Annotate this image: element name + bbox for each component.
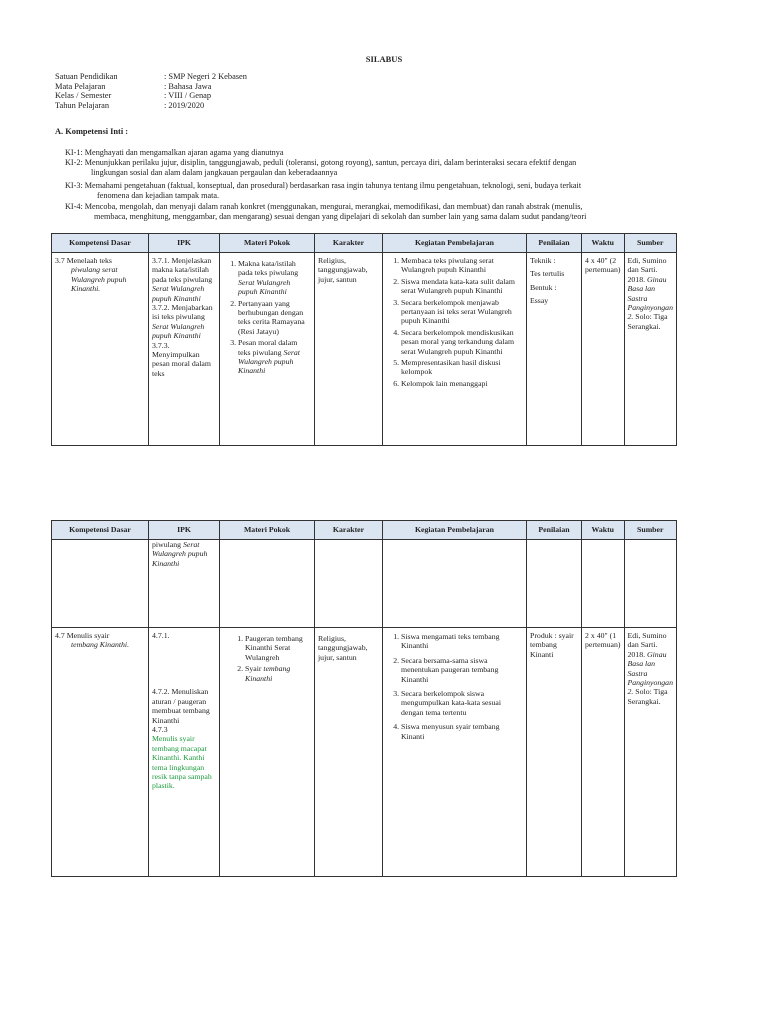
header-kegiatan: Kegiatan Pembelajaran <box>383 234 527 253</box>
ki-1: KI-1: Menghayati dan mengamalkan ajaran agama yang dianutnya <box>65 148 284 157</box>
waktu-text: 2 x 40" (1 pertemuan) <box>585 631 621 650</box>
meta-row <box>55 72 247 82</box>
table-row <box>52 253 677 446</box>
materi-item: 2. Pertanyaan yang berhubungan dengan teks cerita Ramayana (Resi Jatayu) <box>238 299 311 337</box>
meta-key: Satuan Pendidikan <box>55 72 118 81</box>
meta-value: : VIII / Genap <box>164 91 212 100</box>
table-row <box>52 540 677 628</box>
sumber-title: Ginau Basa lan Sastra Panginyongan 2. <box>627 649 673 697</box>
sumber-text: Solo: Tiga Serangkai. <box>627 312 668 331</box>
ki-2-line-2: lingkungan sosial dan alam dalam jangkauan pergaulan dan keberadaannya <box>91 167 338 177</box>
sumber-text: Solo: Tiga Serangkai. <box>627 687 668 706</box>
kegiatan-cell <box>383 628 527 877</box>
kegiatan-item: 4. Siswa menyusun syair tembang Kinanti <box>401 722 523 741</box>
materi-item: 3. Pesan moral dalam teks piwulang Serat Wulangreh pupuh Kinanthi <box>238 338 311 376</box>
header-materi: Materi Pokok <box>220 521 315 540</box>
kd-text: 4.7 Menulis syair <box>55 631 110 640</box>
meta-value: : SMP Negeri 2 Kebasen <box>164 72 247 81</box>
identity-block <box>55 72 247 110</box>
sumber-text: Edi, Sumino dan Sarti. 2018. <box>627 256 667 284</box>
header-ipk: IPK <box>149 234 220 253</box>
meta-key: Mata Pelajaran <box>55 81 106 91</box>
penilaian-text: Tes tertulis <box>530 269 565 279</box>
section-heading: A. Kompetensi Inti : <box>55 127 129 136</box>
ki-3-line-1: KI-3: Memahami pengetahuan (faktual, konseptual, dan prosedural) berdasarkan rasa ingin tahunya tentang ilmu pengetahuan, teknologi, seni, budaya terkait <box>65 181 582 190</box>
ipk-cell <box>149 540 220 628</box>
materi-cell <box>220 540 315 628</box>
ki-2 <box>65 158 715 177</box>
ipk-item: 4.7.1. <box>152 631 170 640</box>
ki-4 <box>65 202 715 221</box>
waktu-cell <box>582 540 625 628</box>
kegiatan-item: 2. Siswa mendata kata-kata sulit dalam serat Wulangreh pupuh Kinanthi <box>401 277 523 296</box>
header-ipk: IPK <box>149 521 220 540</box>
karakter-cell <box>315 540 383 628</box>
kegiatan-item: 2. Secara bersama-sama siswa menentukan paugeran tembang Kinanthi <box>401 656 523 684</box>
karakter-text: Religius, tanggungjawab, jujur, santun <box>318 256 368 284</box>
header-kd: Kompetensi Dasar <box>52 521 149 540</box>
ki-3 <box>65 181 715 200</box>
karakter-cell <box>315 628 383 877</box>
sumber-cell <box>624 628 676 877</box>
header-sumber: Sumber <box>624 521 676 540</box>
materi-item: 1. Paugeran tembang Kinanthi Serat Wulangreh <box>245 634 311 662</box>
penilaian-text: Produk : syair tembang Kinanti <box>530 631 574 659</box>
ipk-item: 4.7.3 <box>152 725 168 735</box>
ipk-cell <box>149 628 220 877</box>
ki-3-line-2: fenomena dan kejadian tampak mata. <box>97 190 220 200</box>
ki-4-line-1: KI-4: Mencoba, mengolah, dan menyaji dalam ranah konkret (menggunakan, mengurai, merangkai, memodifikasi, dan membuat) dan ranah abstrak (menulis, <box>65 202 583 211</box>
syllabus-table-2 <box>51 520 677 877</box>
kegiatan-item: 1. Siswa mengamati teks tembang Kinanthi <box>401 632 523 651</box>
table-header-row <box>52 521 677 540</box>
penilaian-text: Bentuk : <box>530 282 557 292</box>
karakter-text: Religius, tanggungjawab, jujur, santun <box>318 634 368 662</box>
waktu-text: 4 x 40" (2 pertemuan) <box>585 256 621 275</box>
ipk-text-italic: Serat Wulangreh pupuh Kinanthi <box>152 540 208 568</box>
kegiatan-item: 3. Secara berkelompok siswa mengumpulkan kata-kata sesuai dengan tema tertentu <box>401 689 523 717</box>
penilaian-text: Essay <box>530 296 549 306</box>
header-penilaian: Penilaian <box>527 234 582 253</box>
kegiatan-item: 4. Secara berkelompok mendiskusikan pesan moral yang terkandung dalam serat Wulangreh pupuh Kinanthi <box>401 328 523 356</box>
sumber-title: Ginau Basa lan Sastra Panginyongan 2. <box>627 274 673 322</box>
document-title: SILABUS <box>365 54 403 64</box>
kegiatan-item: 6. Kelompok lain menanggapi <box>401 379 523 388</box>
meta-row <box>55 91 247 101</box>
header-penilaian: Penilaian <box>527 521 582 540</box>
ipk-item: 3.7.3. Menyimpulkan pesan moral dalam teks <box>152 340 211 378</box>
header-karakter: Karakter <box>315 234 383 253</box>
karakter-cell <box>315 253 383 446</box>
header-waktu: Waktu <box>582 521 625 540</box>
waktu-cell <box>582 253 625 446</box>
sumber-text: Edi, Sumino dan Sarti. 2018. <box>627 631 667 659</box>
ipk-text: piwulang <box>152 540 183 549</box>
header-waktu: Waktu <box>582 234 625 253</box>
kd-cell <box>52 253 149 446</box>
materi-item: 1. Makna kata/istilah pada teks piwulang Serat Wulangreh pupuh Kinanthi <box>238 259 311 297</box>
meta-value: : 2019/2020 <box>164 100 205 110</box>
ipk-item-highlight: Menulis syair tembang macapat Kinanthi. Kanthi tema lingkungan resik tanpa sampah plastik. <box>152 734 212 791</box>
kegiatan-item: 3. Secara berkelompok menjawab pertanyaan isi teks serat Wulangreh pupuh Kinanthi <box>401 298 523 326</box>
header-kegiatan: Kegiatan Pembelajaran <box>383 521 527 540</box>
sumber-cell <box>624 253 676 446</box>
penilaian-cell <box>527 628 582 877</box>
kegiatan-cell <box>383 540 527 628</box>
header-sumber: Sumber <box>624 234 676 253</box>
meta-key: Kelas / Semester <box>55 91 112 100</box>
kegiatan-item: 1. Membaca teks piwulang serat Wulangreh pupuh Kinanthi <box>401 256 523 275</box>
ki-4-line-2: membaca, menghitung, menggambar, dan mengarang) sesuai dengan yang dipelajari di sekolah dan sumber lain yang sama dalam sudut pandang/teori <box>94 211 587 221</box>
penilaian-cell <box>527 540 582 628</box>
kegiatan-item: 5. Mempresentasikan hasil diskusi kelompok <box>401 358 523 377</box>
syllabus-table-1 <box>51 233 677 446</box>
penilaian-text: Teknik : <box>530 256 556 265</box>
ki-2-line-1: KI-2: Menunjukkan perilaku jujur, disiplin, tanggungjawab, peduli (toleransi, gotong royong), santun, percaya diri, dalam berinteraksi secara efektif dengan <box>65 158 577 167</box>
meta-key: Tahun Pelajaran <box>55 100 110 110</box>
ipk-item: 3.7.2. Menjabarkan isi teks piwulang Serat Wulangreh pupuh Kinanthi <box>152 303 213 341</box>
materi-cell <box>220 628 315 877</box>
header-kd: Kompetensi Dasar <box>52 234 149 253</box>
meta-value: : Bahasa Jawa <box>164 81 212 91</box>
ipk-cell <box>149 253 220 446</box>
ipk-item: 4.7.2. Menuliskan aturan / paugeran membuat tembang Kinanthi <box>152 687 210 725</box>
materi-item: 2. Syair tembang Kinanthi <box>245 664 311 683</box>
header-materi: Materi Pokok <box>220 234 315 253</box>
penilaian-cell <box>527 253 582 446</box>
sumber-cell <box>624 540 676 628</box>
kd-cell <box>52 540 149 628</box>
table-row <box>52 628 677 877</box>
kd-text: 3.7 Menelaah teks <box>55 256 112 265</box>
ipk-item: 3.7.1. Menjelaskan makna kata/istilah pada teks piwulang Serat Wulangreh pupuh Kinanthi <box>152 256 213 303</box>
materi-cell <box>220 253 315 446</box>
waktu-cell <box>582 628 625 877</box>
kd-text-italic: tembang Kinanthi. <box>71 640 130 650</box>
table-header-row <box>52 234 677 253</box>
kegiatan-cell <box>383 253 527 446</box>
meta-row <box>55 82 247 92</box>
meta-row <box>55 101 247 111</box>
header-karakter: Karakter <box>315 521 383 540</box>
kd-text-italic: piwulang serat Wulangreh pupuh Kinanthi. <box>71 265 127 294</box>
kd-cell <box>52 628 149 877</box>
